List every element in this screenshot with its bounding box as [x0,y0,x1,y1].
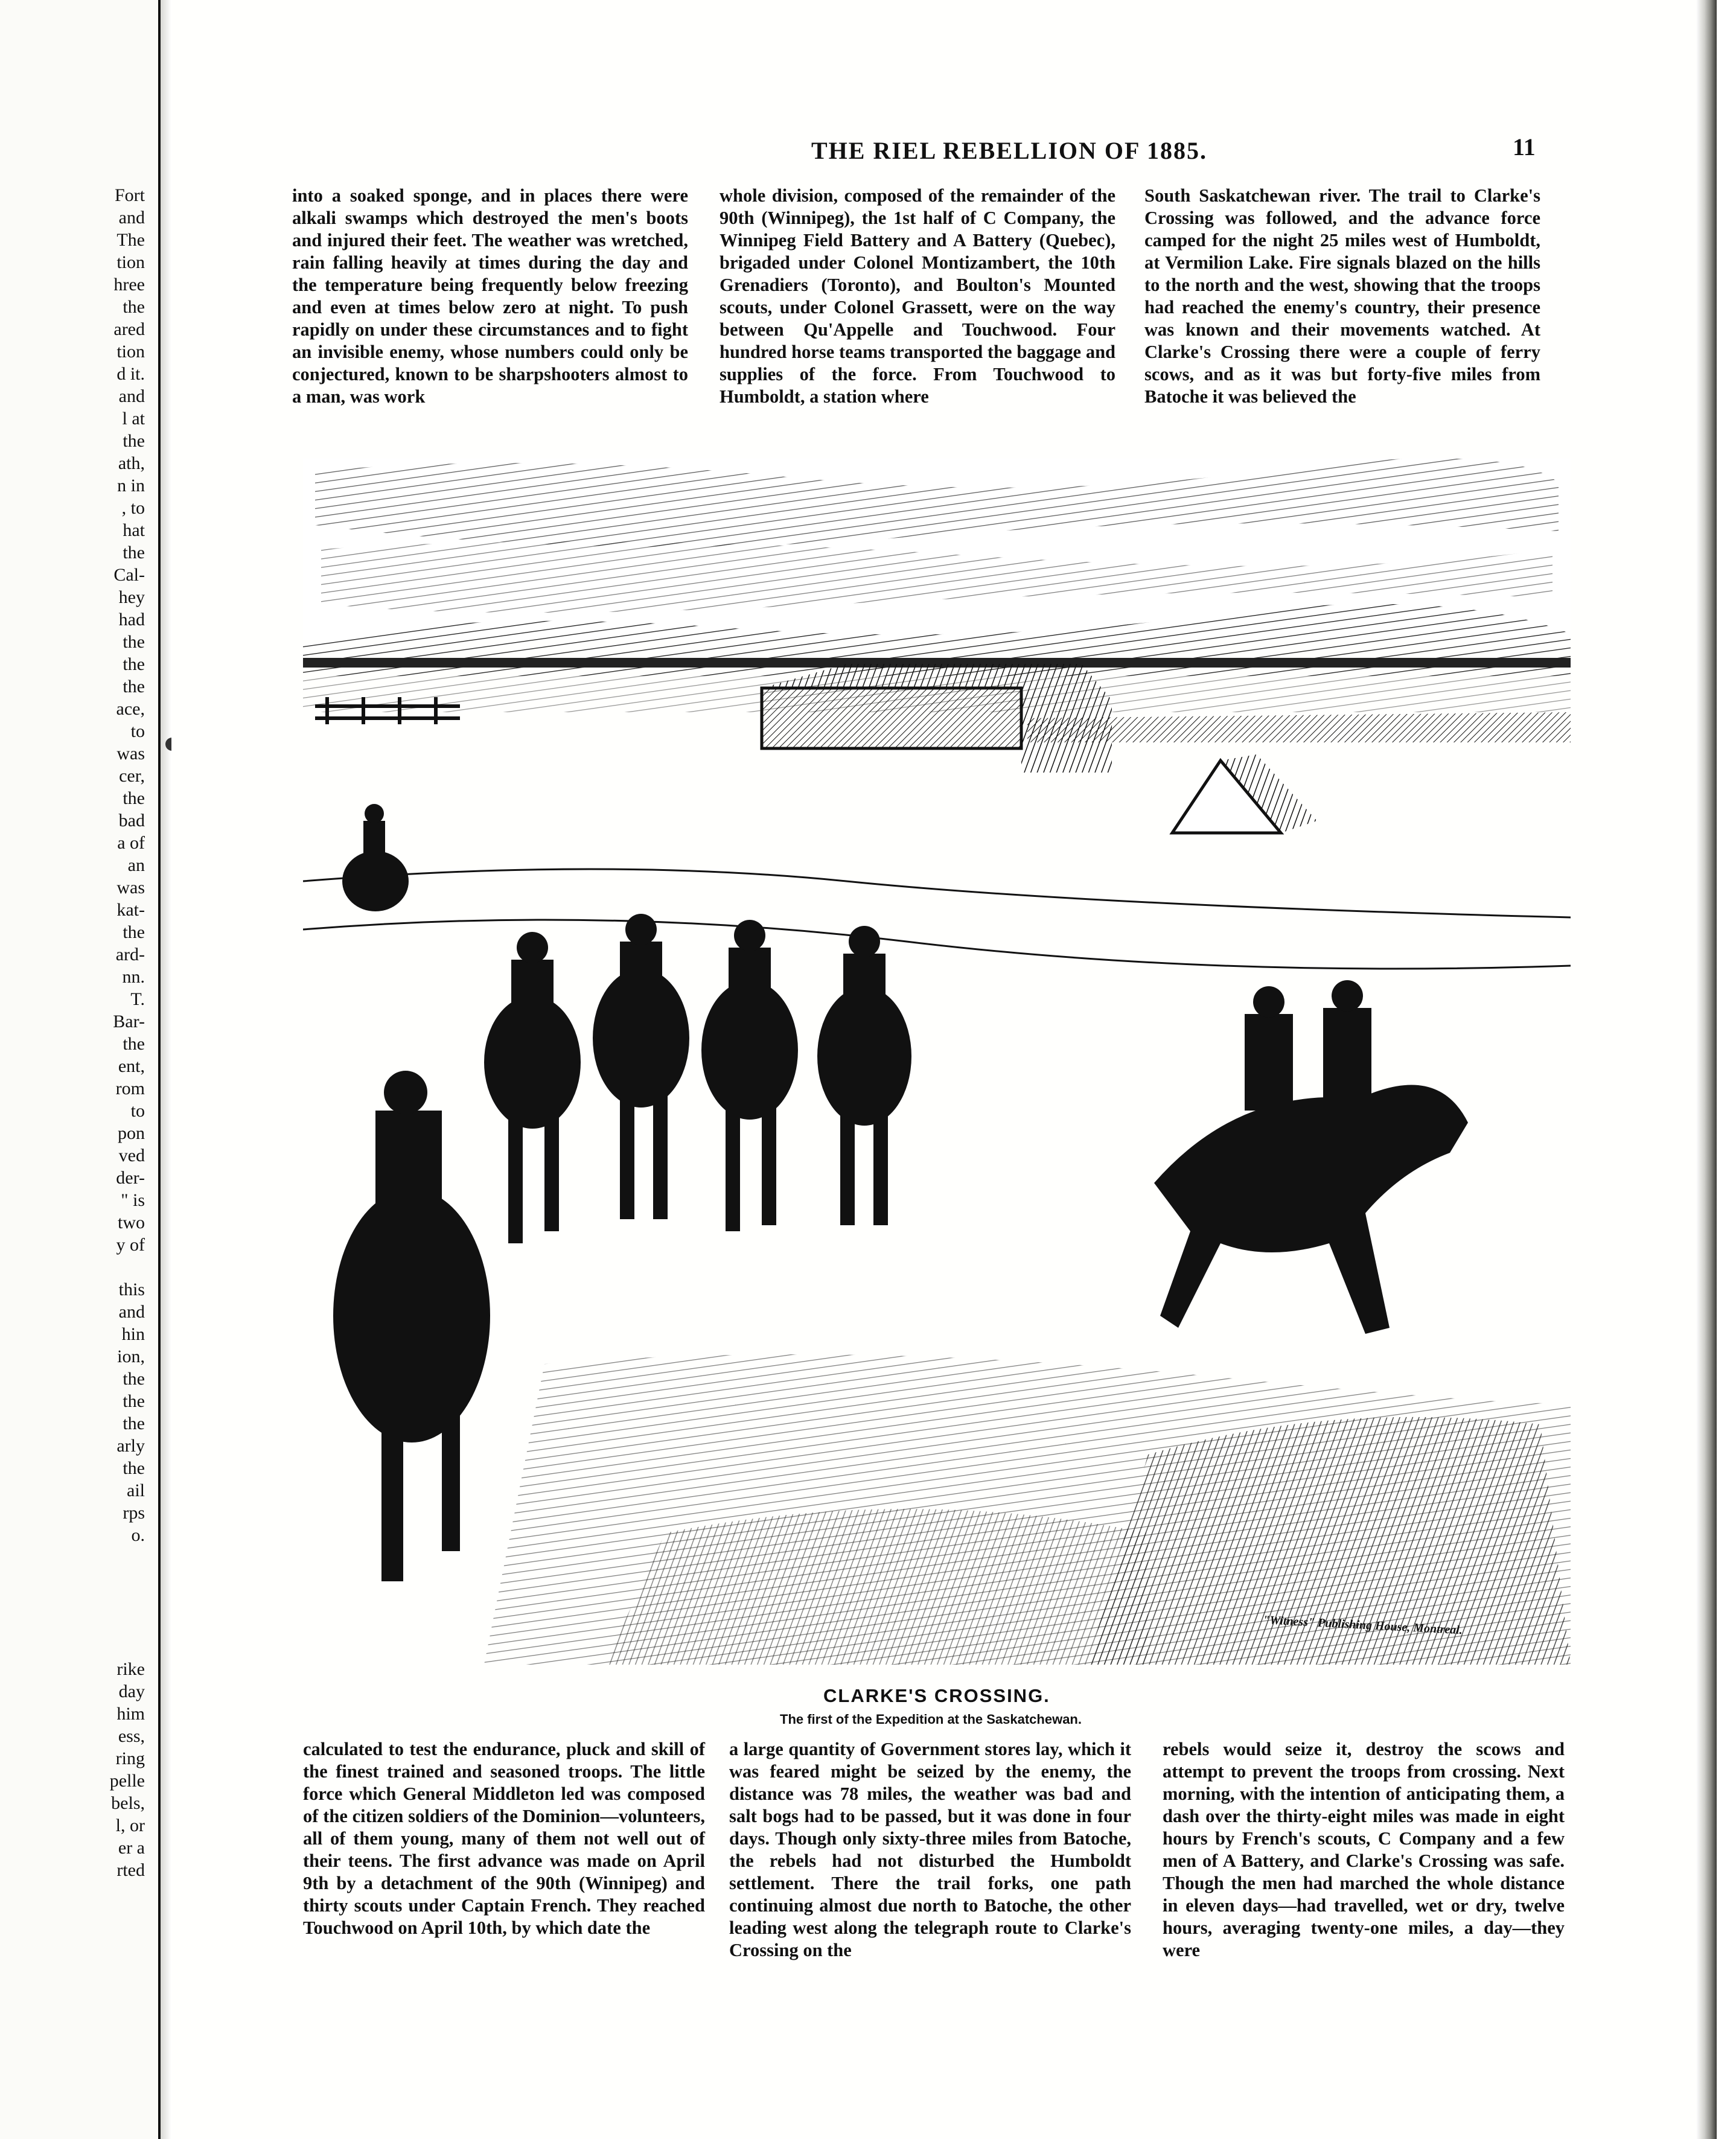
adjacent-page-fragment: was [116,744,145,763]
adjacent-page-fragment: and [118,208,145,228]
page-number: 11 [1513,133,1536,161]
adjacent-page-fragment: cer, [119,766,145,786]
adjacent-page [0,0,161,2139]
adjacent-page-fragment: rike [116,1659,145,1679]
adjacent-page-fragment: ent, [118,1056,145,1076]
adjacent-page-fragment: the [123,654,145,674]
text-column-bottom-3: rebels would seize it, destroy the scows and attempt to prevent the troops from crossing. Next morning, with the intention of anticipating them, a dash over the thirty-eight miles was made in eight hours by French's scouts, C Company and a few men of A Battery, and Clarke's Crossing was safe. Though the men had marched the whole distance in eleven days—had travelled, wet or dry, twelve hours, averaging twenty-one miles, a day—they were [1163,1739,1565,1960]
adjacent-page-fragment: y of [116,1235,145,1255]
page-edge [1696,0,1717,2139]
adjacent-page-fragment: er a [118,1838,145,1858]
engraving-illustration [303,459,1571,1665]
adjacent-page-fragment: tion [116,252,145,272]
adjacent-page-fragment: him [116,1704,145,1724]
adjacent-page-fragment: l at [122,409,145,429]
adjacent-page-fragment: Fort [114,185,145,205]
adjacent-page-fragment: arly [116,1436,145,1456]
adjacent-page-fragment: the [123,1391,145,1411]
adjacent-page-fragment: the [123,788,145,808]
adjacent-page-fragment: the [123,1414,145,1433]
text-column-top-3: South Saskatchewan river. The trail to Clarke's Crossing was followed, and the advance force camped for the night 25 miles west of Humboldt, at Vermilion Lake. Fire signals blazed on the hills to the north and the west, showing that the troops had reached the enemy's country, their presence was known and their movements watched. At Clarke's Crossing there were a couple of ferry scows, and as it was but forty-five miles from Batoche it was believed the [1144,185,1540,407]
adjacent-page-fragment: Bar- [113,1012,145,1031]
adjacent-page-fragment: an [127,855,145,875]
adjacent-page-fragment: the [123,431,145,451]
adjacent-page-fragment: ion, [117,1347,145,1366]
adjacent-page-fragment: this [118,1280,145,1299]
adjacent-page-fragment: to [130,1101,145,1121]
adjacent-page-fragment: the [123,632,145,652]
text-column-bottom-2: a large quantity of Government stores lay, which it was feared might be seized by the enemy, the distance was 78 miles, the weather was bad and salt bogs had to be passed, but it was done in four days. Though only sixty-three miles from Batoche, the rebels had not disturbed the Humboldt settlement. There the trail forks, one path continuing almost due north to Batoche, the other leading west along the telegraph route to Clarke's Crossing on the [729,1739,1131,1960]
adjacent-page-fragment: " is [121,1190,145,1210]
adjacent-page-fragment: pon [118,1123,145,1143]
adjacent-page-fragment: Cal- [113,565,145,585]
adjacent-page-fragment: kat- [116,900,145,920]
adjacent-page-fragment: o. [131,1525,145,1545]
adjacent-page-fragment: hat [123,520,145,540]
adjacent-page-fragment: hree [113,275,145,295]
adjacent-page-fragment: ring [115,1748,145,1768]
adjacent-page-fragment: T. [130,989,145,1009]
adjacent-page-fragment: and [118,1302,145,1322]
adjacent-page-fragment: der- [116,1168,145,1188]
adjacent-page-fragment: bad [118,811,145,830]
adjacent-page-fragment: had [118,610,145,630]
illustration-credit: "Witness" Publishing House, Montreal. [1262,1613,1463,1637]
running-head: THE RIEL REBELLION OF 1885. [811,137,1207,164]
adjacent-page-fragment: ail [127,1481,145,1500]
adjacent-page-fragment: and [118,386,145,406]
adjacent-page-fragment: to [130,721,145,741]
adjacent-page-fragment: ard- [115,945,145,964]
adjacent-page-fragment: the [123,1034,145,1054]
adjacent-page-fragment: the [123,543,145,563]
adjacent-page-fragment: rom [115,1079,145,1098]
caption-title: CLARKE'S CROSSING. [823,1685,1050,1706]
adjacent-page-fragment: nn. [122,967,145,987]
adjacent-page-fragment: d it. [116,364,145,384]
tent [1172,754,1317,833]
adjacent-page-fragment: the [123,1369,145,1389]
caption-subtitle: The first of the Expedition at the Saskatchewan. [780,1712,1082,1727]
adjacent-page-fragment: pelle [109,1771,145,1791]
adjacent-page-fragment: day [118,1682,145,1701]
adjacent-page-fragment: two [118,1213,145,1232]
adjacent-page-fragment: hin [121,1324,145,1344]
text-column-top-2: whole division, composed of the remainder of the 90th (Winnipeg), the 1st half of C Company, the Winnipeg Field Battery and A Battery (Quebec), brigaded under Colonel Montizambert, the 10th Grenadiers (Toronto), and Boulton's Mounted scouts, under Colonel Grassett, were on the way between Qu'Appelle and Touchwood. Four hundred horse teams transported the baggage and supplies of the force. From Touchwood to Humboldt, a station where [720,185,1115,407]
adjacent-page-fragment: l, or [115,1815,145,1835]
binding-gutter [161,0,171,2139]
text-column-top-1: into a soaked sponge, and in places there were alkali swamps which destroyed the men's boots and injured their feet. The weather was wretched, rain falling heavily at times during the day and the temperature being frequently below freezing and even at times below zero at night. To push rapidly on under these circumstances and to fight an invisible enemy, whose numbers could only be conjectured, known to be sharpshooters almost to a man, was work [292,185,688,407]
adjacent-page-fragment: the [123,1458,145,1478]
adjacent-page-fragment: , to [121,498,145,518]
adjacent-page-fragment: rps [123,1503,145,1523]
adjacent-page-fragment: ace, [116,699,145,719]
adjacent-page-fragment: ess, [118,1726,145,1746]
adjacent-page-fragment: was [116,878,145,897]
text-column-bottom-1: calculated to test the endurance, pluck and skill of the finest trained and seasoned troops. The little force which General Middleton led was composed of the citizen soldiers of the Dominion—volunteers, all of them young, many of them not well out of their teens. The first advance was made on April 9th by a detachment of the 90th (Winnipeg) and thirty scouts under Captain French. They reached Touchwood on April 10th, by which date the [303,1739,705,1938]
adjacent-page-fragment: tion [116,342,145,362]
adjacent-page-fragment: the [123,297,145,317]
adjacent-page-fragment: hey [118,587,145,607]
adjacent-page-fragment: The [116,230,145,250]
log-cabin [762,664,1112,773]
adjacent-page-fragment: n in [117,476,145,496]
adjacent-page-fragment: ared [113,319,145,339]
prairie-ground [303,748,1571,1665]
adjacent-page-fragment: bels, [111,1793,145,1813]
adjacent-page-fragment: the [123,922,145,942]
adjacent-page-fragment: rted [116,1860,145,1880]
adjacent-page-fragment: ved [118,1146,145,1165]
adjacent-page-fragment: the [123,677,145,697]
adjacent-page-fragment: ath, [118,453,145,473]
adjacent-page-fragment: a of [117,833,145,853]
book-page [171,0,1717,2139]
